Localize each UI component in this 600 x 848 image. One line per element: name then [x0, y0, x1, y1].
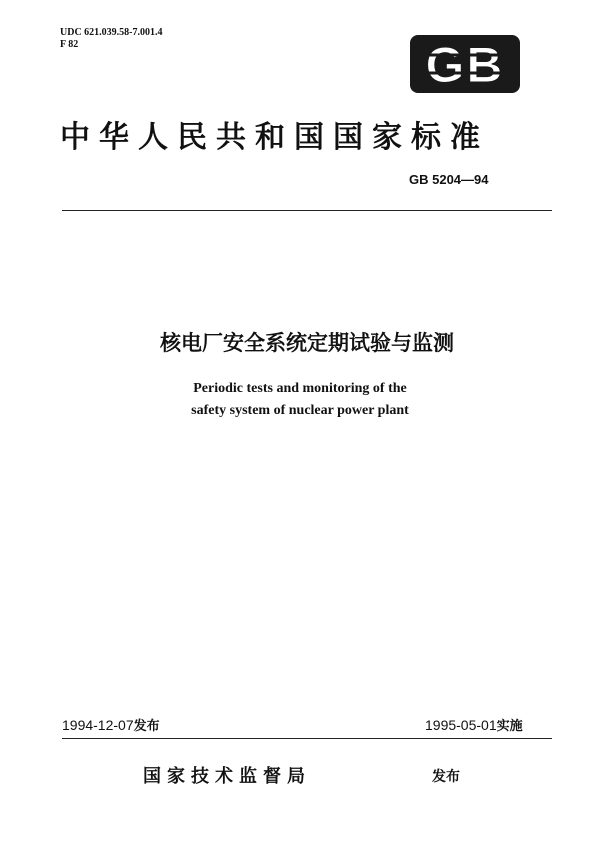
standard-title-english [0, 378, 600, 422]
implementation-date-label: 实施 [496, 719, 523, 734]
top-divider [62, 210, 552, 211]
publisher-name: 国家技术监督局 [143, 766, 311, 787]
ccs-code: F 82 [60, 39, 79, 50]
standard-title-chinese: 核电厂安全系统定期试验与监测 [160, 331, 454, 355]
gb-logo [410, 35, 520, 93]
publish-label: 发布 [432, 769, 460, 785]
issue-date [62, 715, 160, 734]
english-title-line-2: safety system of nuclear power plant [191, 403, 409, 418]
bottom-divider [62, 738, 552, 739]
gb-logo-text: GB [425, 37, 505, 93]
implementation-date [425, 715, 523, 734]
standard-number: GB 5204—94 [409, 172, 489, 187]
implementation-date-value: 1995-05-01 [425, 717, 497, 733]
english-title-line-1: Periodic tests and monitoring of the [193, 381, 407, 396]
udc-code: UDC 621.039.58-7.001.4 [60, 27, 163, 38]
classification-codes [60, 27, 163, 51]
issue-date-value: 1994-12-07 [62, 717, 134, 733]
issue-date-label: 发布 [133, 719, 160, 734]
national-standard-heading: 中华人民共和国国家标准 [60, 120, 489, 155]
